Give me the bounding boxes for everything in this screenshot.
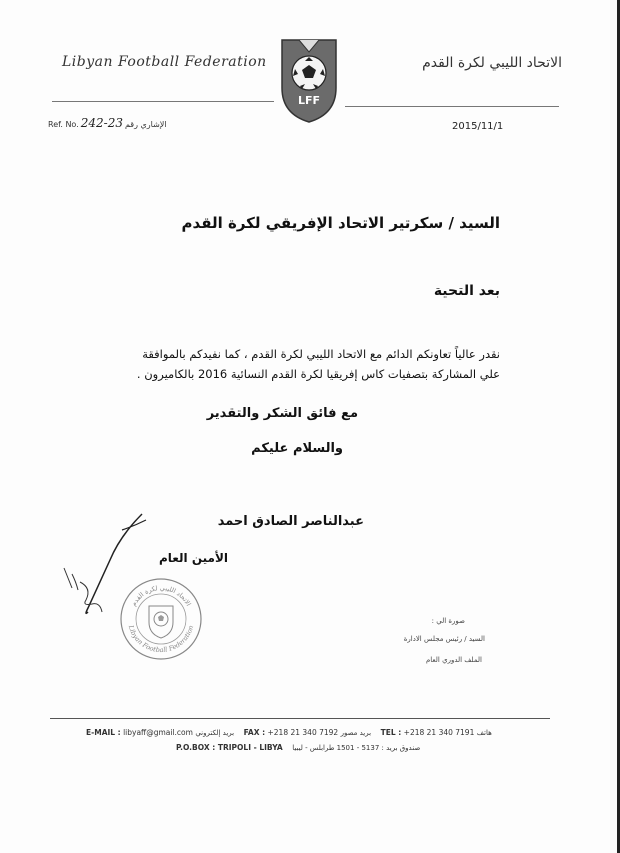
letter-date: 2015/11/1: [452, 121, 504, 132]
tel-label: TEL :: [380, 728, 402, 737]
greeting: بعد التحية: [433, 283, 500, 299]
fax-label: FAX :: [243, 728, 266, 737]
signer-title: الأمين العام: [158, 551, 228, 565]
cc-heading: صورة الي :: [431, 617, 465, 625]
cc-item-2: الملف الدوري العام: [425, 656, 482, 664]
body-line-1: نقدر عالياً تعاونكم الدائم مع الاتحاد الليبي لكرة القدم ، كما نفيدكم بالموافقة: [142, 347, 500, 361]
tel-label-ar: هاتف: [476, 729, 492, 737]
footer-rule: [50, 718, 550, 719]
stamp-text-en: Libyan Football Federation: [126, 624, 196, 655]
header-rule-right: [345, 106, 559, 107]
svg-text:Libyan Football Federation: [126, 623, 195, 654]
signer-name: عبدالناصر الصادق احمد: [217, 514, 364, 529]
addressee: السيد / سكرتير الاتحاد الإفريقي لكرة القدم: [181, 214, 500, 232]
cc-item-1: السيد / رئيس مجلس الادارة: [403, 635, 485, 643]
ref-label: Ref. No.: [48, 120, 79, 129]
pobox-ar: صندوق بريد : 5137 - 1501 طرابلس - ليبيا: [292, 744, 421, 752]
lff-logo: [278, 38, 340, 124]
stamp-text-ar: الاتحاد الليبي لكرة القدم: [129, 583, 193, 608]
email-address: libyaff@gmail.com: [123, 728, 193, 737]
ref-number: 242-23: [80, 116, 123, 130]
official-stamp: [118, 576, 204, 662]
org-name-ar: الاتحاد الليبي لكرة القدم: [422, 55, 562, 71]
header-rule-left: [52, 101, 274, 102]
closing-line: والسلام عليكم: [251, 441, 343, 456]
letter-body: [100, 344, 500, 384]
svg-text:الاتحاد الليبي لكرة القدم: [130, 584, 193, 608]
footer-address: [176, 743, 420, 752]
logo-text: LFF: [297, 94, 321, 107]
fax-number: +218 21 340 7192: [267, 728, 339, 737]
body-line-2: علي المشاركة بتصفيات كاس إفريقيا لكرة القدم النسائية 2016 بالكاميرون .: [136, 367, 500, 381]
tel-number: +218 21 340 7191: [403, 728, 475, 737]
footer-contacts: [86, 728, 492, 737]
pobox: P.O.BOX : TRIPOLI - LIBYA: [176, 743, 283, 752]
email-label: E-MAIL :: [86, 728, 121, 737]
email-label-ar: بريد إلكتروني: [195, 729, 235, 737]
ref-label-ar: الإشاري رقم: [124, 120, 167, 129]
org-name-en: Libyan Football Federation: [62, 54, 267, 70]
reference-line: [48, 116, 167, 130]
thanks-line: مع فائق الشكر والتقدير: [206, 406, 358, 421]
fax-label-ar: بريد مصور: [340, 729, 372, 737]
